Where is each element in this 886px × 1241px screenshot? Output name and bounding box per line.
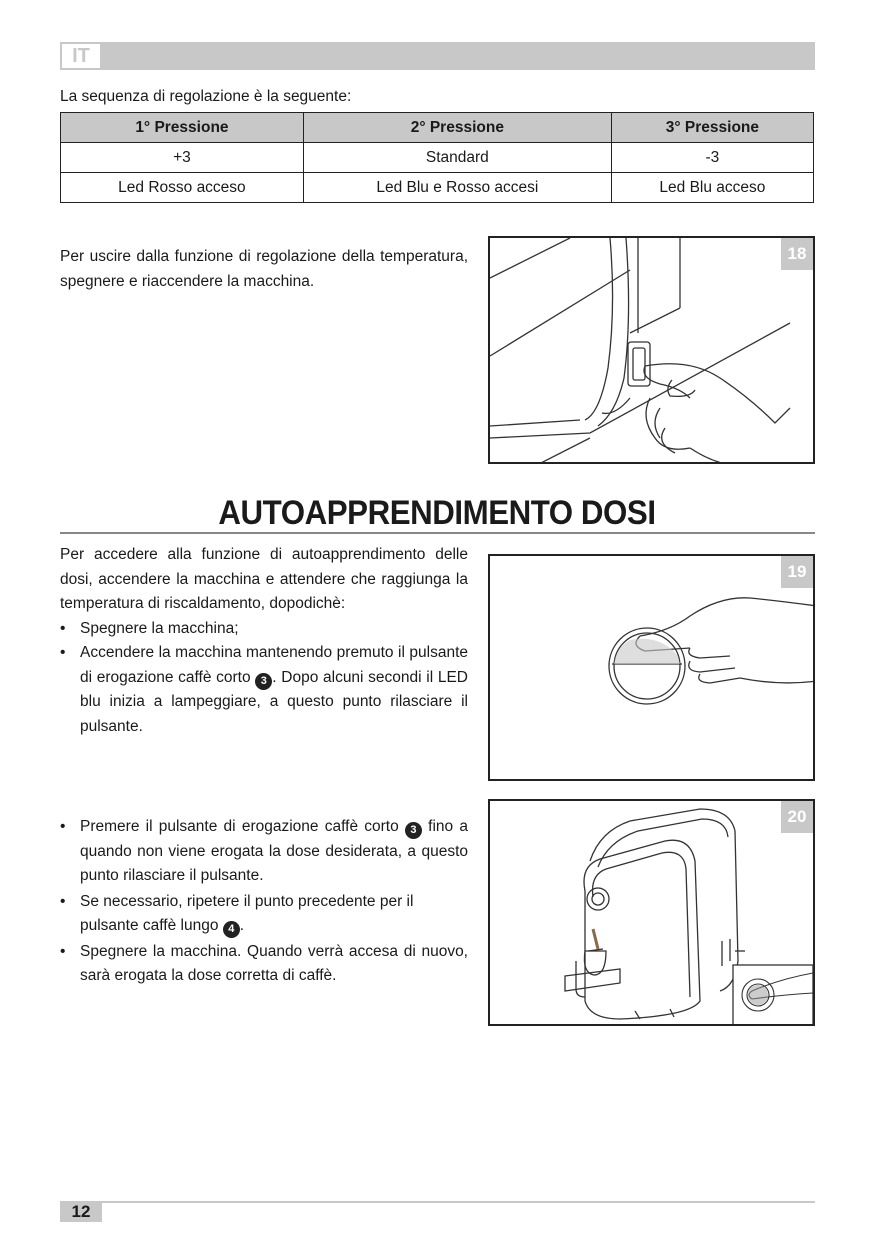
table-cell: Led Blu e Rosso accesi xyxy=(303,173,611,203)
language-bar xyxy=(60,42,815,70)
list-item: • Spegnere la macchina; xyxy=(60,617,468,642)
table-header: 2° Pressione xyxy=(303,113,611,143)
list-item: • Premere il pulsante di erogazione caffè corto 3 fino a quando non viene erogata la dose desiderata, a questo punto rilasciare il pulsante. xyxy=(60,815,468,889)
long-coffee-badge: 4 xyxy=(223,921,240,938)
table-row xyxy=(61,143,814,173)
table-cell: +3 xyxy=(61,143,304,173)
dose-steps xyxy=(60,815,468,989)
list-item: • Spegnere la macchina. Quando verrà accesa di nuovo, sarà erogata la dose corretta di caffè. xyxy=(60,940,468,989)
list-item: • Se necessario, ripetere il punto precedente per il pulsante caffè lungo 4 . xyxy=(60,890,468,939)
figure-18 xyxy=(488,236,815,464)
language-tag: IT xyxy=(60,42,102,70)
access-text: Per accedere alla funzione di autoapprendimento delle dosi, accendere la macchina e attendere che raggiunga la temperatura di riscaldamento, dopodichè: xyxy=(60,546,468,612)
figure-number: 20 xyxy=(781,801,813,833)
short-coffee-badge: 3 xyxy=(255,673,272,690)
machine-side-switch-illustration xyxy=(490,238,815,464)
page-number: 12 xyxy=(60,1201,102,1222)
table-row xyxy=(61,173,814,203)
title-divider xyxy=(60,532,815,534)
table-cell: Led Blu acceso xyxy=(611,173,813,203)
footer-divider xyxy=(60,1201,815,1203)
bullet-list-2 xyxy=(60,815,468,989)
figure-number: 19 xyxy=(781,556,813,588)
table-header: 1° Pressione xyxy=(61,113,304,143)
table-cell: Led Rosso acceso xyxy=(61,173,304,203)
table-header-row xyxy=(61,113,814,143)
table-cell: Standard xyxy=(303,143,611,173)
short-coffee-badge: 3 xyxy=(405,822,422,839)
list-item: • Accendere la macchina mantenendo premuto il pulsante di erogazione caffè corto 3 . Dopo alcuni secondi il LED blu inizia a lampeggiare, a questo punto rilasciare il pulsante. xyxy=(60,641,468,739)
section-title: AUTOAPPRENDIMENTO DOSI xyxy=(218,494,656,532)
figure-20 xyxy=(488,799,815,1026)
coffee-machine-illustration xyxy=(490,801,815,1026)
sequence-table xyxy=(60,112,814,203)
button-press-illustration xyxy=(490,556,815,781)
table-cell: -3 xyxy=(611,143,813,173)
table-header: 3° Pressione xyxy=(611,113,813,143)
exit-instructions: Per uscire dalla funzione di regolazione della temperatura, spegnere e riaccendere la macchina. xyxy=(60,248,468,290)
figure-number: 18 xyxy=(781,238,813,270)
sequence-intro: La sequenza di regolazione è la seguente: xyxy=(60,88,352,105)
bullet-list-1 xyxy=(60,617,468,740)
figure-19 xyxy=(488,554,815,781)
access-paragraph xyxy=(60,543,468,739)
